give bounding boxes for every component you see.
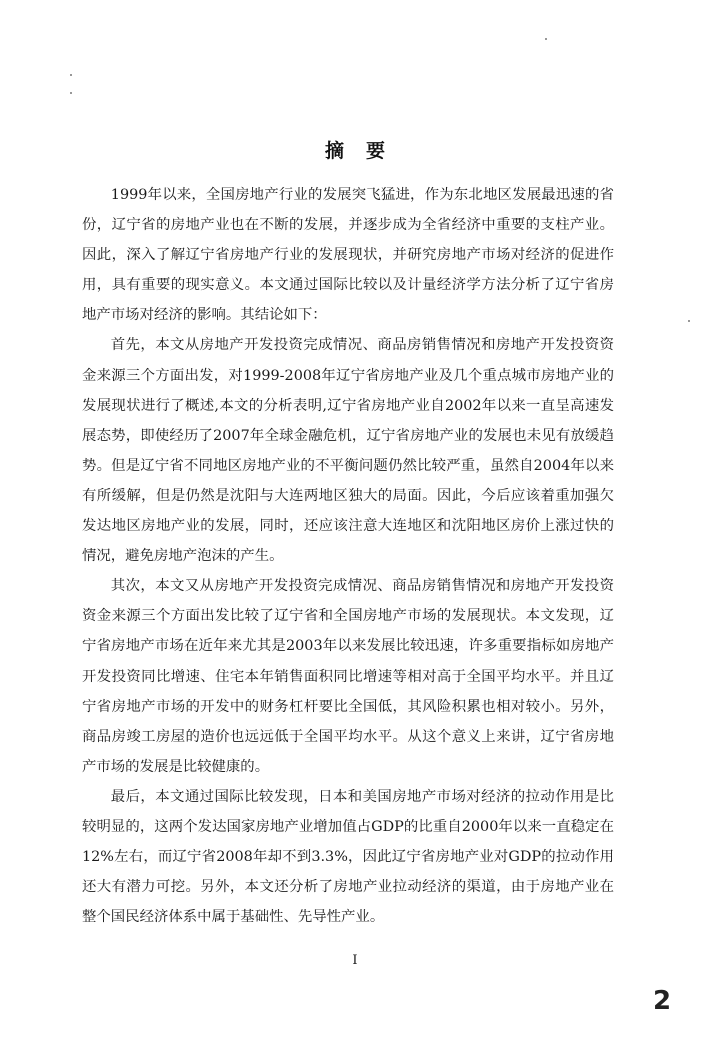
scan-speck: [70, 74, 72, 76]
page-number: I: [352, 953, 358, 968]
page-title: 摘要: [324, 139, 407, 162]
scan-speck: [70, 92, 72, 94]
scan-speck: [688, 320, 690, 322]
paragraph: 最后，本文通过国际比较发现，日本和美国房地产市场对经济的拉动作用是比较明显的，这两个发达国家房地产业增加值占GDP的比重自2000年以来一直稳定在12%左右，而辽宁省2008年却不到3.3%，因此辽宁省房地产业对GDP的拉动作用还大有潜力可挖。另外，本文还分析了房地产业拉动经济的渠道，由于房地产业在整个国民经济体系中属于基础性、先导性产业。: [82, 788, 614, 926]
paragraph: 其次，本文又从房地产开发投资完成情况、商品房销售情况和房地产开发投资资金来源三个方面出发比较了辽宁省和全国房地产市场的发展现状。本文发现，辽宁省房地产市场在近年来尤其是2003年以来发展比较迅速，许多重要指标如房地产开发投资同比增速、住宅本年销售面积同比增速等相对高于全国平均水平。并且辽宁省房地产市场的开发中的财务杠杆要比全国低，其风险积累也相对较小。另外，商品房竣工房屋的造价也远远低于全国平均水平。从这个意义上来讲，辽宁省房地产市场的发展是比较健康的。: [82, 578, 614, 775]
scan-speck: [545, 38, 547, 40]
handwritten-page-mark: 2: [653, 986, 672, 1016]
paragraph: 1999年以来，全国房地产行业的发展突飞猛进，作为东北地区发展最迅速的省份，辽宁省的房地产业也在不断的发展，并逐步成为全省经济中重要的支柱产业。因此，深入了解辽宁省房地产行业的发展现状，并研究房地产市场对经济的促进作用，具有重要的现实意义。本文通过国际比较以及计量经济学方法分析了辽宁省房地产市场对经济的影响。其结论如下：: [82, 187, 614, 324]
paragraph: 首先，本文从房地产开发投资完成情况、商品房销售情况和房地产开发投资资金来源三个方面出发，对1999-2008年辽宁省房地产业及几个重点城市房地产业的发展现状进行了概述,本文的分析表明,辽宁省房地产业自2002年以来一直呈高速发展态势，即使经历了2007年全球金融危机，辽宁省房地产业的发展也未见有放缓趋势。但是辽宁省不同地区房地产业的不平衡问题仍然比较严重，虽然自2004年以来有所缓解，但是仍然是沈阳与大连两地区独大的局面。因此，今后应该着重加强欠发达地区房地产业的发展，同时，还应该注意大连地区和沈阳地区房价上涨过快的情况，避免房地产泡沫的产生。: [82, 337, 614, 565]
abstract-body: [82, 180, 614, 932]
